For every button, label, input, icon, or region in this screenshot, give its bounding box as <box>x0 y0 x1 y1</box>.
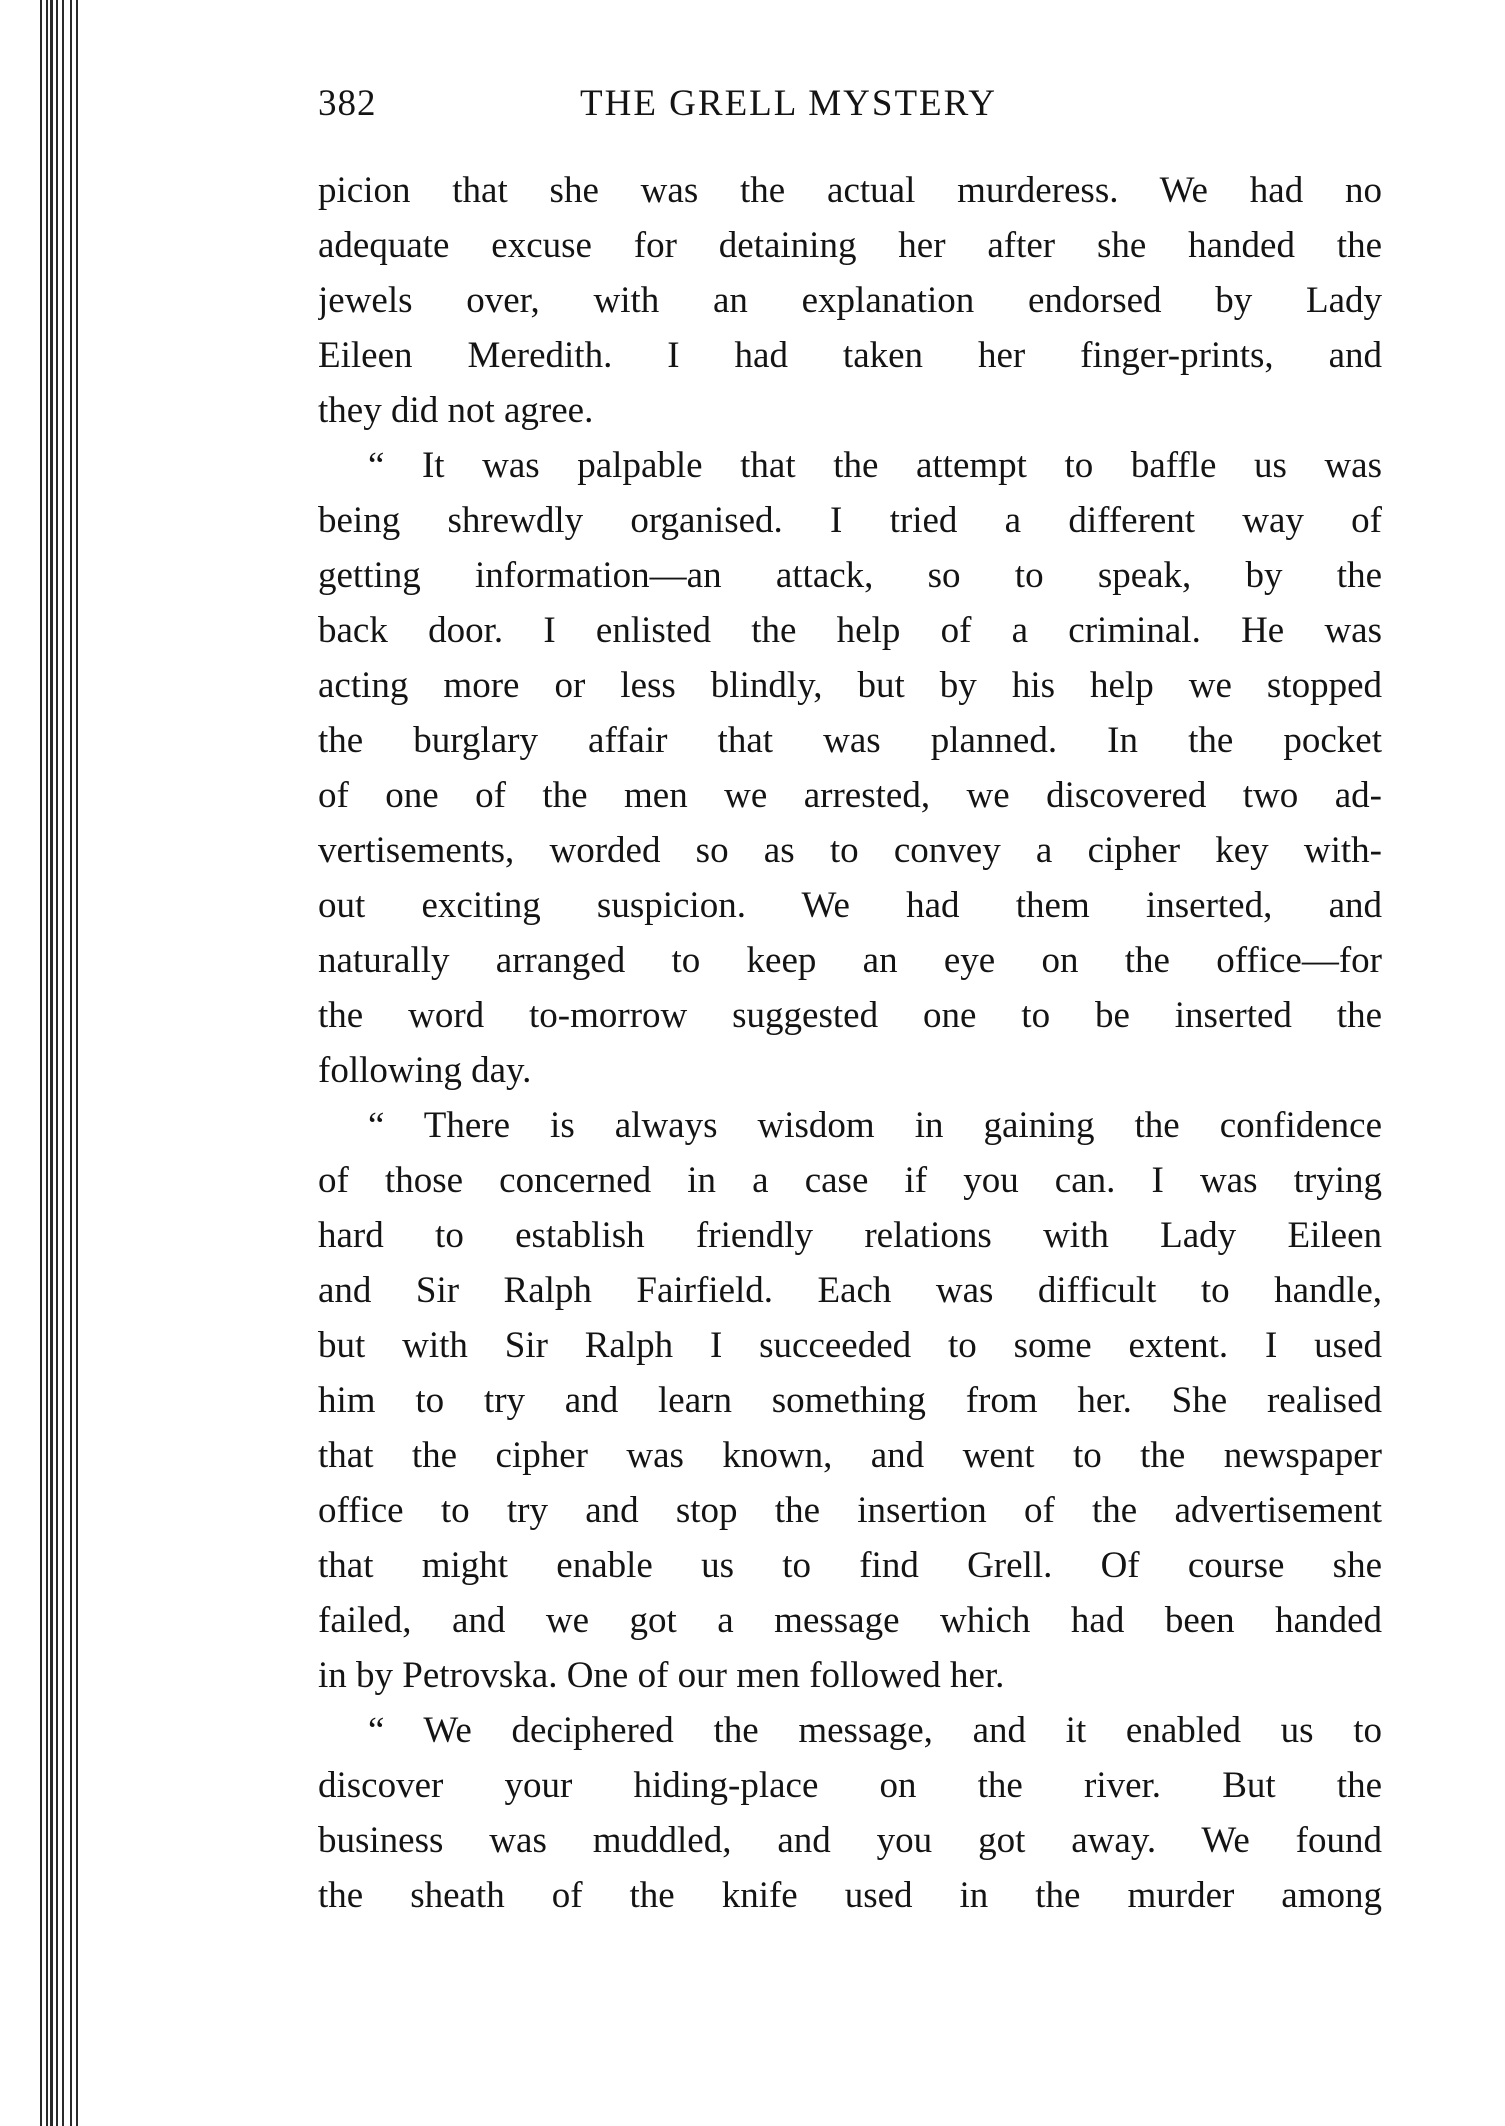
text-line: of those concerned in a case if you can. I was trying <box>318 1160 1382 1201</box>
text-line: “ It was palpable that the attempt to baffle us was <box>368 445 1382 486</box>
text-line: the word to-morrow suggested one to be inserted the <box>318 995 1382 1036</box>
text-line: him to try and learn something from her. She realised <box>318 1380 1382 1421</box>
text-line: the burglary affair that was planned. In the pocket <box>318 720 1382 761</box>
page-number: 382 <box>318 83 377 124</box>
running-header <box>318 82 1388 142</box>
text-line: vertisements, worded so as to convey a cipher key with- <box>318 830 1382 871</box>
text-line: business was muddled, and you got away. We found <box>318 1820 1382 1861</box>
text-line: but with Sir Ralph I succeeded to some extent. I used <box>318 1325 1382 1366</box>
text-line: office to try and stop the insertion of the advertisement <box>318 1490 1382 1531</box>
body-text <box>318 163 1382 1923</box>
text-line: out exciting suspicion. We had them inserted, and <box>318 885 1382 926</box>
text-line: being shrewdly organised. I tried a different way of <box>318 500 1382 541</box>
text-line: “ There is always wisdom in gaining the confidence <box>368 1105 1382 1146</box>
text-line: following day. <box>318 1050 532 1091</box>
text-line: of one of the men we arrested, we discovered two ad- <box>318 775 1382 816</box>
text-line: they did not agree. <box>318 390 594 431</box>
text-line: and Sir Ralph Fairfield. Each was difficult to handle, <box>318 1270 1382 1311</box>
text-line: in by Petrovska. One of our men followed her. <box>318 1655 1005 1696</box>
text-line: naturally arranged to keep an eye on the office—for <box>318 940 1382 981</box>
text-line: the sheath of the knife used in the murder among <box>318 1875 1382 1916</box>
text-line: adequate excuse for detaining her after she handed the <box>318 225 1382 266</box>
paragraph <box>318 1703 1382 1923</box>
text-line: that the cipher was known, and went to the newspaper <box>318 1435 1382 1476</box>
text-line: getting information—an attack, so to speak, by the <box>318 555 1382 596</box>
text-line: jewels over, with an explanation endorsed by Lady <box>318 280 1382 321</box>
paragraph <box>318 1098 1382 1703</box>
text-line: “ We deciphered the message, and it enabled us to <box>368 1710 1382 1751</box>
text-line: discover your hiding-place on the river. But the <box>318 1765 1382 1806</box>
binding-edge <box>40 0 88 2126</box>
text-line: failed, and we got a message which had been handed <box>318 1600 1382 1641</box>
paragraph <box>318 438 1382 1098</box>
text-line: Eileen Meredith. I had taken her finger-prints, and <box>318 335 1382 376</box>
running-title: THE GRELL MYSTERY <box>580 83 998 124</box>
text-line: picion that she was the actual murderess. We had no <box>318 170 1382 211</box>
text-line: hard to establish friendly relations with Lady Eileen <box>318 1215 1382 1256</box>
text-line: that might enable us to find Grell. Of course she <box>318 1545 1382 1586</box>
paragraph <box>318 163 1382 438</box>
text-line: acting more or less blindly, but by his help we stopped <box>318 665 1382 706</box>
text-line: back door. I enlisted the help of a criminal. He was <box>318 610 1382 651</box>
